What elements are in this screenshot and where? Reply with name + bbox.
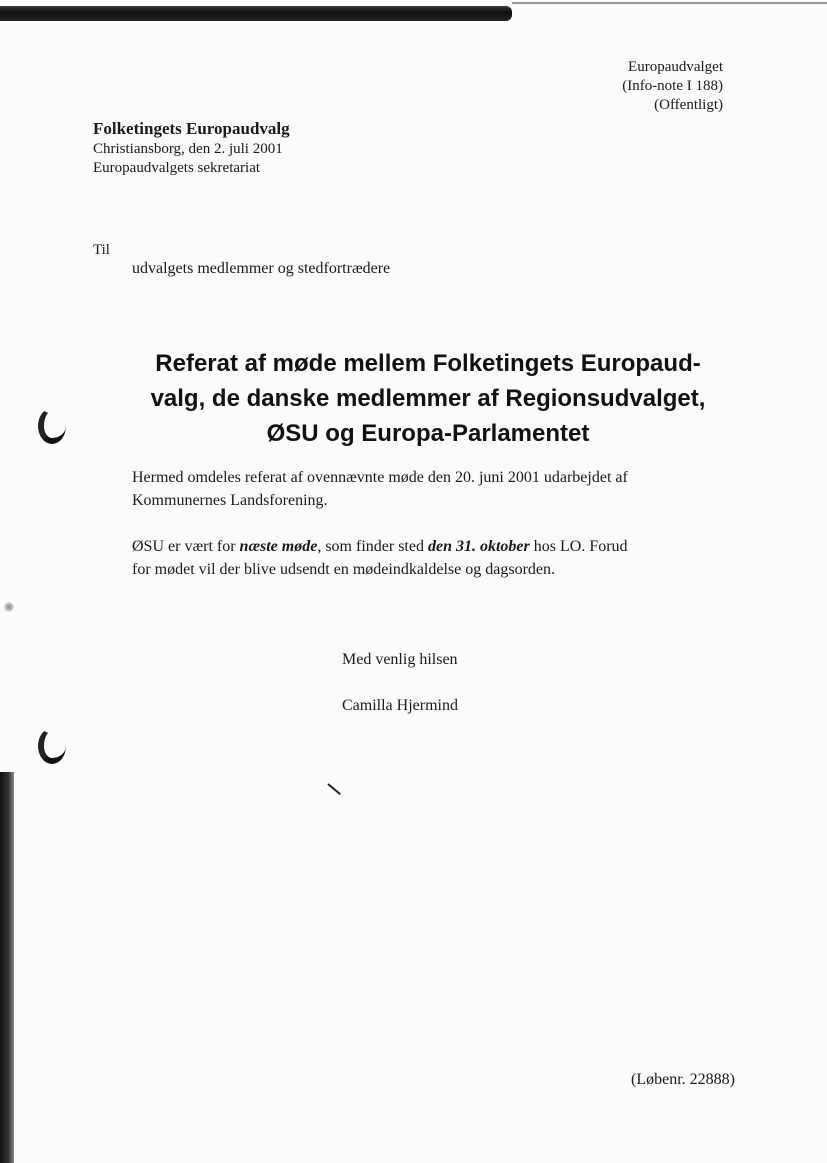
paragraph-2-line-1 [132,535,732,558]
document-reference-block [622,58,723,115]
p2-text-b: , som finder sted [317,538,428,555]
punch-hole-lower [28,728,68,772]
sender-block [93,118,290,178]
paragraph-distribution [132,466,732,512]
stray-pen-mark [327,783,341,795]
closing-greeting: Med venlig hilsen [342,651,458,668]
p2-text-a: ØSU er vært for [132,538,240,555]
paragraph-2-line-2: for mødet vil der blive udsendt en mødeindkaldelse og dagsorden. [132,561,556,578]
meeting-date-emphasis: den 31. oktober [427,538,530,555]
document-title [118,346,738,451]
title-line-3: ØSU og Europa-Parlamentet [266,420,590,447]
to-label: Til [93,242,110,258]
scan-speck [4,602,14,612]
committee-name: Europaudvalget [628,59,723,75]
classification-label: (Offentligt) [654,97,723,113]
title-line-2: valg, de danske medlemmer af Regionsudvalget, [150,385,706,412]
sender-organization: Folketingets Europaudvalg [93,119,290,138]
p2-text-c: hos LO. Forud [529,538,628,555]
paragraph-next-meeting [132,535,732,581]
recipients: udvalgets medlemmer og stedfortrædere [132,260,391,277]
next-meeting-emphasis: næste møde [239,538,318,555]
sender-department: Europaudvalgets sekretariat [93,160,261,176]
scan-artifact-left-bar [0,772,14,1163]
paragraph-1-line-1: Hermed omdeles referat af ovennævnte møde den 20. juni 2001 udarbejdet af [132,469,628,486]
scan-artifact-top-bar [0,6,512,21]
serial-number: (Løbenr. 22888) [631,1071,735,1088]
sender-place-date: Christiansborg, den 2. juli 2001 [93,141,283,157]
paragraph-1-line-2: Kommunernes Landsforening. [132,492,328,509]
title-line-1: Referat af møde mellem Folketingets Europaud- [155,350,701,377]
signature-name: Camilla Hjermind [342,697,458,714]
scan-artifact-top-line [512,2,827,4]
punch-hole-upper [28,408,68,452]
info-note-reference: (Info-note I 188) [622,78,723,94]
